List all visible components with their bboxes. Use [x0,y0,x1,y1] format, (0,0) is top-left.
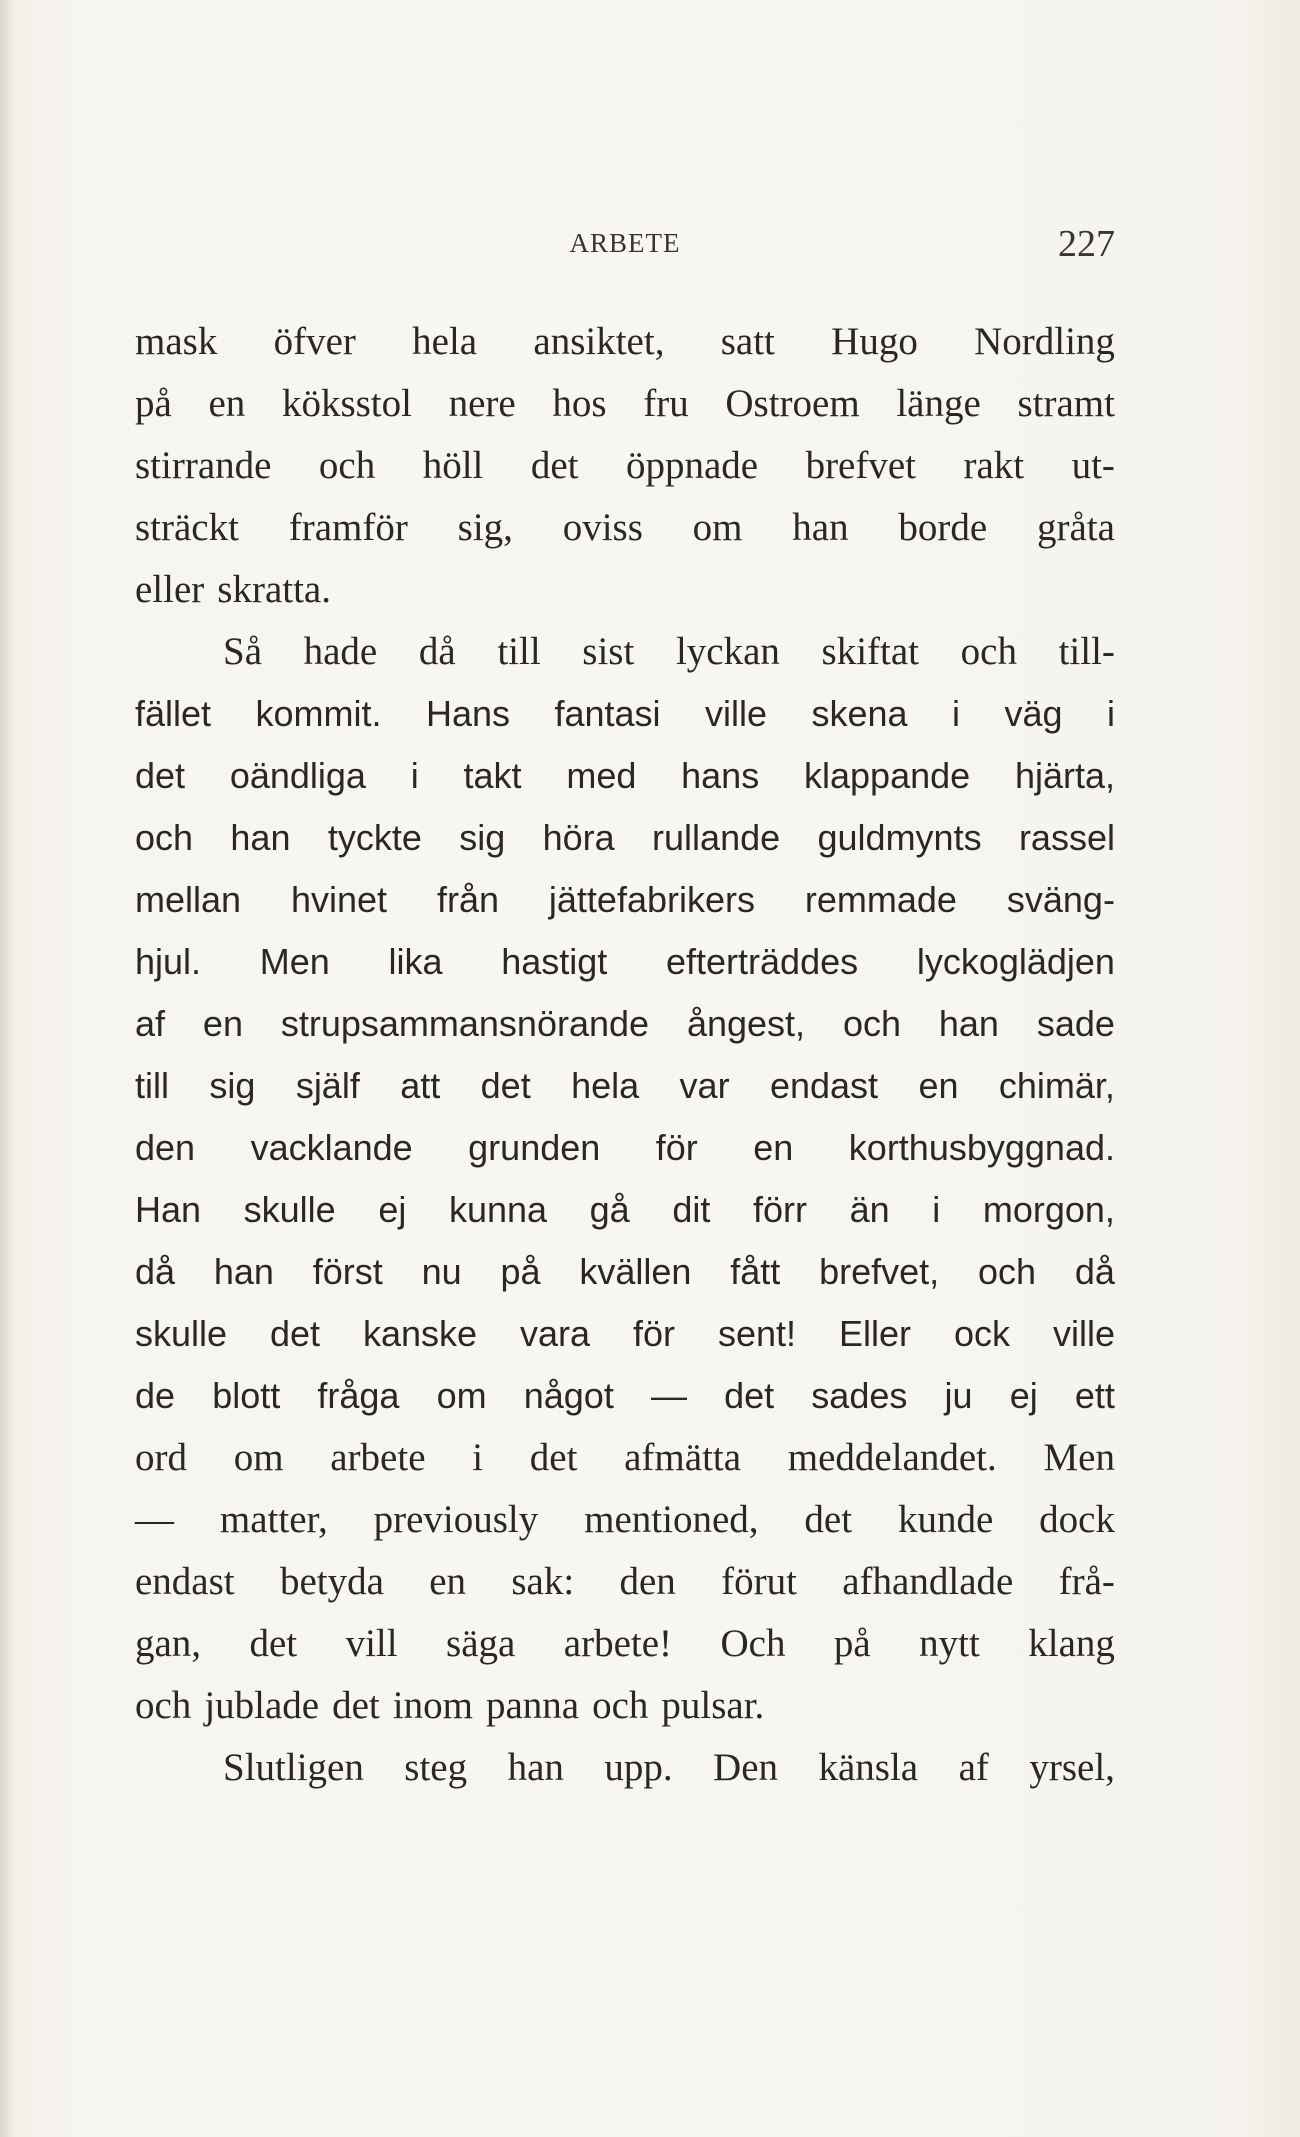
word: jublade [204,1684,320,1727]
word: brefvet [805,444,916,487]
text-line [135,621,1115,683]
word: sig [209,1065,256,1106]
word: först [312,1251,383,1292]
word: oviss [562,506,643,549]
word: sväng- [1006,879,1115,920]
word: ett [1074,1375,1115,1416]
word: Men [259,941,330,982]
word: ansiktet, [533,320,665,363]
word: förr [752,1189,807,1230]
word: ville [704,693,767,734]
word: Och [720,1622,786,1665]
word: brefvet, [819,1251,940,1292]
word: fället [135,693,212,734]
word: de [135,1375,176,1416]
word: i [410,755,419,796]
word: lyckan [675,630,780,673]
word: guldmynts [817,817,982,858]
word: förut [721,1560,797,1603]
word: själf [295,1065,360,1106]
word: Eller [838,1313,912,1354]
word: han [213,1251,274,1292]
word: matter, [219,1498,328,1541]
word: skiftat [821,630,920,673]
word: Så [223,630,262,673]
word: sak: [511,1560,575,1603]
word: rakt [963,444,1025,487]
word: nere [448,382,516,425]
word: grunden [468,1127,601,1168]
word: skulle [243,1189,336,1230]
word: tyckte [327,817,422,858]
word: ej [378,1189,407,1230]
word: då [1074,1251,1115,1292]
page-header [135,222,1115,266]
word: Hugo [831,320,918,363]
word: arbete [330,1436,426,1479]
word: sträckt [135,506,239,549]
word: endast [769,1065,879,1106]
word: och [960,630,1017,673]
word: fantasi [554,693,661,734]
text-line [135,931,1115,993]
word: takt [463,755,522,796]
word: hela [412,320,478,363]
word: att [400,1065,441,1106]
word: ord [135,1436,187,1479]
word: hjul. [135,941,202,982]
word: gå [589,1189,630,1230]
word: ock [953,1313,1010,1354]
word: mask [135,320,218,363]
word: Nordling [974,320,1115,363]
word: afhandlade [842,1560,1014,1603]
word: chimär, [998,1065,1115,1106]
word: previously [373,1498,539,1541]
word: sist [582,630,635,673]
word: framför [288,506,408,549]
word: och [592,1684,649,1727]
text-line [135,807,1115,869]
text-line [135,1179,1115,1241]
word: — [650,1375,687,1416]
word: en [208,382,246,425]
word: något [523,1375,614,1416]
word: oändliga [229,755,366,796]
word: det [529,1436,578,1479]
word: skena [811,693,908,734]
word: af [958,1746,989,1789]
word: gråta [1036,506,1115,549]
word: klang [1028,1622,1115,1665]
word: steg [404,1746,468,1789]
word: var [679,1065,730,1106]
word: skulle [135,1313,228,1354]
text-line [135,1489,1115,1551]
text-line [135,1551,1115,1613]
word: vill [345,1622,398,1665]
word: det [249,1622,298,1665]
word: än [849,1189,890,1230]
word: sades [811,1375,908,1416]
word: från [436,879,499,920]
word: gan, [135,1622,202,1665]
word: mentioned, [584,1498,759,1541]
word: Slutligen [223,1746,364,1789]
word: ej [1009,1375,1038,1416]
word: rassel [1018,817,1115,858]
word: ville [1052,1313,1115,1354]
word: han [507,1746,564,1789]
word: Men [1043,1436,1115,1479]
text-line [135,1675,1115,1737]
word: — [135,1498,174,1541]
text-line [135,311,1115,373]
word: arbete! [563,1622,673,1665]
word: en [753,1127,794,1168]
word: borde [898,506,988,549]
word: kommit. [255,693,382,734]
word: dit [672,1189,711,1230]
word: på [833,1622,871,1665]
word: länge [896,382,981,425]
word: Hans [425,693,510,734]
word: lyckoglädjen [916,941,1115,982]
word: i [932,1189,941,1230]
word: hvinet [290,879,388,920]
text-line [135,745,1115,807]
word: efterträddes [666,941,859,982]
text-line [135,435,1115,497]
word: fråga [317,1375,400,1416]
word: han [938,1003,999,1044]
word: ångest, [686,1003,806,1044]
word: frå- [1058,1560,1115,1603]
word: stramt [1017,382,1115,425]
word: höll [422,444,484,487]
word: nytt [919,1622,980,1665]
word: vara [520,1313,591,1354]
word: vacklande [250,1127,413,1168]
word: sig [459,817,506,858]
word: remmade [804,879,957,920]
word: kvällen [579,1251,692,1292]
word: rullande [652,817,781,858]
word: ju [944,1375,973,1416]
word: sig, [457,506,513,549]
word: panna [485,1684,580,1727]
word: hela [571,1065,640,1106]
word: han [230,817,291,858]
text-line [135,993,1115,1055]
word: upp. [604,1746,673,1789]
word: köksstol [281,382,412,425]
word: fått [730,1251,781,1292]
word: afmätta [624,1436,742,1479]
word: det [332,1684,380,1727]
word: känsla [818,1746,919,1789]
word: för [633,1313,676,1354]
word: det [530,444,579,487]
word: fru [643,382,689,425]
word: blott [212,1375,281,1416]
page-number: 227 [1058,223,1115,265]
word: det [480,1065,531,1106]
word: en [918,1065,959,1106]
word: på [500,1251,541,1292]
word: och [978,1251,1037,1292]
word: yrsel, [1029,1746,1115,1789]
text-line [135,869,1115,931]
word: Ostroem [725,382,860,425]
word: morgon, [982,1189,1115,1230]
word: jättefabrikers [548,879,755,920]
word: han [792,506,849,549]
word: i [951,693,960,734]
word: en [202,1003,243,1044]
word: om [692,506,743,549]
running-head: ARBETE [569,228,681,258]
text-line [135,559,1115,621]
word: i [472,1436,484,1479]
word: pulsar. [661,1684,765,1727]
word: dock [1039,1498,1115,1541]
word: och [135,817,194,858]
word: mellan [135,879,242,920]
word: hans [681,755,760,796]
word: höra [542,817,615,858]
word: hos [552,382,607,425]
word: det [135,755,186,796]
word: det [804,1498,853,1541]
word: och [842,1003,901,1044]
text-line [135,373,1115,435]
word: väg [1004,693,1063,734]
word: till [497,630,541,673]
word: korthusbyggnad. [848,1127,1115,1168]
word: sade [1036,1003,1115,1044]
word: strupsammansnörande [280,1003,650,1044]
word: öfver [273,320,356,363]
text-line [135,683,1115,745]
word: ut- [1071,444,1115,487]
word: på [135,382,172,425]
word: kanske [363,1313,478,1354]
text-line [135,1737,1115,1799]
text-line [135,1117,1115,1179]
page-edge-shadow [0,0,14,2137]
word: för [655,1127,698,1168]
word: det [270,1313,321,1354]
word: till- [1058,630,1115,673]
word: säga [446,1622,516,1665]
word: om [436,1375,487,1416]
text-line [135,1241,1115,1303]
word: om [233,1436,284,1479]
word: meddelandet. [787,1436,997,1479]
text-line [135,1613,1115,1675]
word: hjärta, [1014,755,1115,796]
word: stirrande [135,444,272,487]
word: klappande [804,755,971,796]
text-line [135,497,1115,559]
word: öppnade [625,444,759,487]
word: den [135,1127,196,1168]
word: satt [720,320,775,363]
word: det [724,1375,775,1416]
word: en [429,1560,467,1603]
word: med [566,755,637,796]
text-line [135,1365,1115,1427]
word: till [135,1065,169,1106]
word: endast [135,1560,235,1603]
word: Han [135,1189,202,1230]
word: nu [421,1251,462,1292]
word: af [135,1003,166,1044]
text-line [135,1055,1115,1117]
word: eller [135,568,205,611]
word: Den [713,1746,779,1789]
word: kunna [448,1189,548,1230]
word: hade [303,630,378,673]
word: då [418,630,456,673]
word: lika [388,941,443,982]
word: och [135,1684,192,1727]
word: då [135,1251,176,1292]
body-text [135,311,1115,1799]
text-line [135,1427,1115,1489]
word: sent! [717,1313,797,1354]
word: och [318,444,376,487]
word: inom [392,1684,473,1727]
word: kunde [897,1498,994,1541]
word: hastigt [501,941,608,982]
word: skratta. [217,568,331,611]
word: den [619,1560,676,1603]
word: i [1106,693,1115,734]
text-line [135,1303,1115,1365]
word: betyda [279,1560,384,1603]
